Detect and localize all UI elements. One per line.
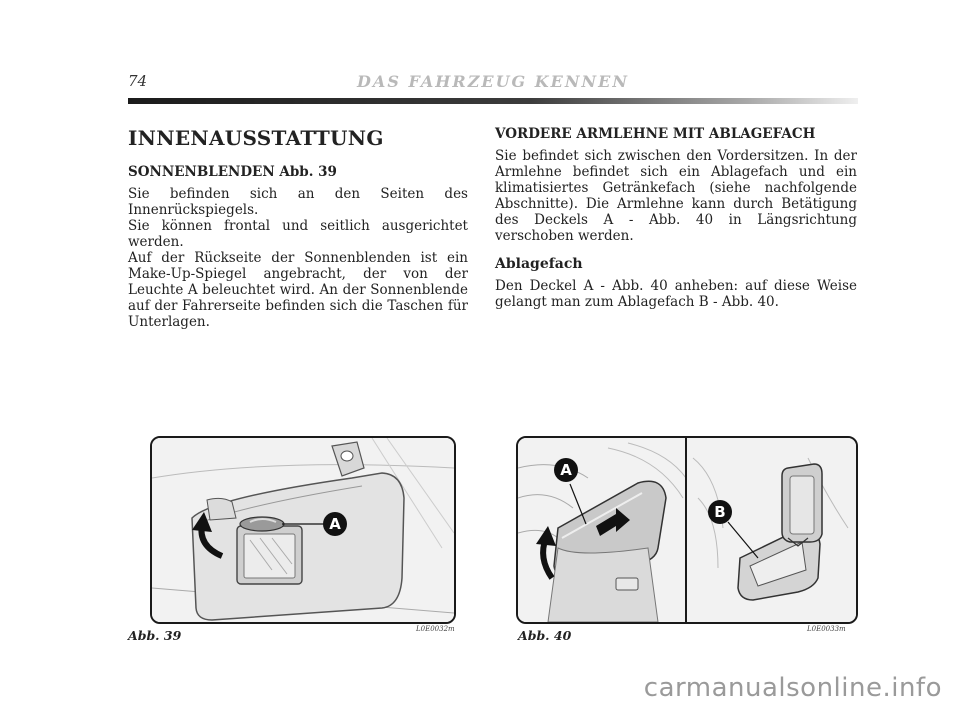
armrest-text: Sie befindet sich zwischen den Vordersitzen. In der Armlehne befindet sich ein Ablagefach und ein klimatisiertes Getränkefach (siehe nachfolgende Abschnitte). Die Armlehne kann durch Betätigung des Deckels A - Abb. 40 in Längsrichtung verschoben werden. — [495, 148, 857, 244]
left-column — [128, 126, 468, 330]
watermark: carmanualsonline.info — [643, 673, 942, 703]
figure-armrest — [516, 436, 858, 624]
section-heading: INNENAUSSTATTUNG — [128, 126, 384, 150]
callout-b-label: B — [714, 503, 726, 521]
sun-visor-text-3: Auf der Rückseite der Sonnenblenden ist ein Make-Up-Spiegel angebracht, der von der Leuchte A beleuchtet wird. An der Sonnenblende auf der Fahrerseite befinden sich die Taschen für Unterlagen. — [128, 250, 468, 330]
page-header — [128, 70, 858, 110]
armrest-subheading: VORDERE ARMLEHNE MIT ABLAGEFACH — [495, 126, 816, 142]
figure-39-caption: Abb. 39 — [128, 628, 182, 643]
storage-section-title: Ablagefach — [495, 256, 583, 272]
page-number: 74 — [128, 72, 148, 90]
figure-40-caption: Abb. 40 — [518, 628, 572, 643]
storage-text: Den Deckel A - Abb. 40 anheben: auf diese Weise gelangt man zum Ablagefach B - Abb. 40. — [495, 278, 857, 310]
callout-a-label: A — [329, 515, 341, 533]
figure-39-code: L0E0032m — [416, 625, 455, 633]
figure-sun-visor — [150, 436, 456, 624]
header-rule — [128, 98, 858, 104]
sun-visor-text-2: Sie können frontal und seitlich ausgerichtet werden. — [128, 218, 468, 250]
chapter-title: DAS FAHRZEUG KENNEN — [357, 72, 629, 91]
sun-visor-text-1: Sie befinden sich an den Seiten des Innenrückspiegels. — [128, 186, 468, 218]
right-column — [495, 126, 857, 310]
sun-visor-subheading: SONNENBLENDEN Abb. 39 — [128, 164, 337, 180]
callout-a-label: A — [560, 461, 572, 479]
figure-40-code: L0E0033m — [807, 625, 846, 633]
